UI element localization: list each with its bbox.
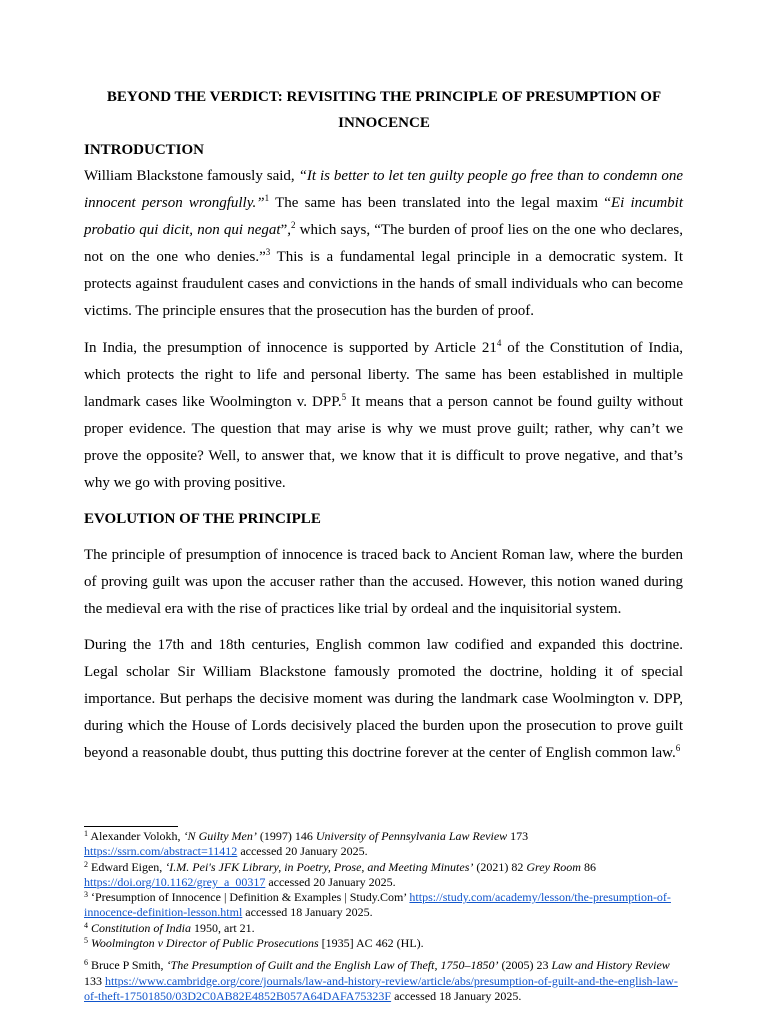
footnote-author: Bruce P Smith, bbox=[88, 958, 167, 973]
footnote-number: 4 bbox=[84, 920, 88, 930]
footnote-ref-2[interactable]: 2 bbox=[291, 219, 296, 230]
footnote-text: ‘Presumption of Innocence | Definition & Examples | Study.Com’ bbox=[88, 890, 410, 905]
footnote-link[interactable]: https://doi.org/10.1162/grey_a_00317 bbox=[84, 874, 266, 889]
section-heading-introduction: INTRODUCTION bbox=[84, 142, 205, 158]
footnote-text: 86 bbox=[580, 859, 596, 874]
footnotes bbox=[84, 829, 684, 1004]
evolution-paragraph-1: The principle of presumption of innocence is traced back to Ancient Roman law, where the burden of proving guilt was upon the accuser rather than the accused. However, this notion waned during the medieval era with the rise of practices like trial by ordeal and the inquisitorial system. bbox=[84, 547, 683, 617]
footnote-accessed: accessed 18 January 2025. bbox=[242, 905, 373, 920]
section-heading-evolution: EVOLUTION OF THE PRINCIPLE bbox=[84, 511, 321, 527]
evolution-paragraph-2 bbox=[84, 632, 683, 767]
text: The same has been translated into the legal maxim “ bbox=[269, 194, 611, 211]
footnote-text: (1997) 146 bbox=[256, 829, 316, 843]
text: which says, “The burden of proof lies on the one who declares, not on the one who denies.” bbox=[84, 221, 684, 265]
blackstone-quote: “It is better to let ten guilty people go free than to condemn one innocent person wrongfully.” bbox=[84, 168, 683, 211]
footnote-1 bbox=[84, 829, 684, 860]
footnote-journal: University of Pennsylvania Law Review bbox=[315, 829, 508, 843]
footnote-3 bbox=[84, 890, 684, 921]
latin-maxim: Ei incumbit probatio qui dicit, non qui negat bbox=[84, 194, 683, 238]
footnote-journal: Law and History Review bbox=[551, 958, 670, 973]
footnote-number: 2 bbox=[84, 859, 88, 869]
footnote-ref-3[interactable]: 3 bbox=[265, 246, 271, 257]
footnote-number: 6 bbox=[84, 958, 88, 968]
text: During the 17th and 18th centuries, English common law codified and expanded this doctrine. Legal scholar Sir William Blackstone famously promoted the doctrine, holding it of special importance. But perhaps the decisive moment was during the landmark case Woolmington v. DPP, during which the House of Lords decisively placed the burden upon the prosecution to prove guilt beyond a reasonable doubt, thus putting this doctrine forever at the center of English common law. bbox=[84, 637, 683, 761]
footnote-title: ‘I.M. Pei's JFK Library, in Poetry, Prose, and Meeting Minutes’ bbox=[165, 859, 474, 874]
footnote-title: ‘N Guilty Men’ bbox=[183, 829, 257, 843]
footnote-2 bbox=[84, 860, 684, 891]
footnote-accessed: accessed 18 January 2025. bbox=[391, 988, 522, 1003]
footnote-text: 173 bbox=[507, 829, 529, 843]
footnote-ref-6[interactable]: 6 bbox=[675, 742, 681, 753]
intro-paragraph-1 bbox=[84, 163, 683, 324]
footnote-accessed: accessed 20 January 2025. bbox=[265, 874, 396, 889]
text: In India, the presumption of innocence is supported by Article 21 bbox=[84, 340, 497, 356]
footnote-ref-4[interactable]: 4 bbox=[496, 338, 502, 348]
footnote-text: 1950, art 21. bbox=[191, 920, 255, 935]
document-title: BEYOND THE VERDICT: REVISITING THE PRINCIPLE OF PRESUMPTION OF INNOCENCE bbox=[106, 89, 662, 131]
footnote-text: [1935] AC 462 (HL). bbox=[318, 936, 424, 951]
footnote-title: Woolmington v Director of Public Prosecutions bbox=[91, 936, 319, 951]
footnote-ref-1[interactable]: 1 bbox=[264, 192, 270, 203]
intro-paragraph-2 bbox=[84, 335, 683, 496]
footnote-text: (2021) 82 bbox=[473, 859, 527, 874]
footnote-ref-5[interactable]: 5 bbox=[341, 391, 347, 402]
text: It means that a person cannot be found guilty without proper evidence. The question that may arise is why we must prove guilt; rather, why can’t we prove the opposite? Well, to answer that, we know that it is difficult to prove negative, and that’s why we go with proving positive. bbox=[84, 393, 683, 491]
text: This is a fundamental legal principle in a democratic system. It protects against fraudulent cases and convictions in the hands of small individuals who can become victims. The principle ensures that the prosecution has the burden of proof. bbox=[84, 248, 683, 319]
footnote-title: Constitution of India bbox=[91, 920, 192, 935]
footnote-number: 3 bbox=[84, 890, 88, 900]
footnote-link[interactable]: https://ssrn.com/abstract=11412 bbox=[84, 844, 238, 859]
footnote-accessed: accessed 20 January 2025. bbox=[237, 844, 368, 859]
footnote-text: 133 bbox=[84, 973, 105, 988]
footnote-author: Edward Eigen, bbox=[88, 859, 166, 874]
text: of the Constitution of India, which protects the right to life and personal liberty. The same has been established in multiple landmark cases like Woolmington v. DPP. bbox=[84, 340, 683, 410]
text: ”, bbox=[280, 221, 291, 238]
footnote-4 bbox=[84, 921, 684, 936]
footnote-link[interactable]: https://www.cambridge.org/core/journals/law-and-history-review/article/abs/presumption-of-guilt-and-the-english-law-of-theft-17501850/03D2C0AB82E4852B057A64DAFA75323F bbox=[84, 973, 678, 1003]
footnote-author: Alexander Volokh, bbox=[88, 829, 184, 843]
text: William Blackstone famously said, bbox=[84, 168, 299, 184]
footnote-title: ‘The Presumption of Guilt and the English Law of Theft, 1750–1850’ bbox=[166, 958, 499, 973]
footnote-6 bbox=[84, 958, 684, 1004]
footnote-separator bbox=[84, 826, 178, 827]
footnote-text: (2005) 23 bbox=[498, 958, 552, 973]
footnote-link[interactable]: https://study.com/academy/lesson/the-presumption-of-innocence-definition-lesson.html bbox=[84, 890, 671, 920]
footnote-journal: Grey Room bbox=[526, 859, 581, 874]
footnote-number: 1 bbox=[84, 829, 88, 838]
footnote-number: 5 bbox=[84, 936, 88, 946]
footnote-5 bbox=[84, 936, 684, 951]
